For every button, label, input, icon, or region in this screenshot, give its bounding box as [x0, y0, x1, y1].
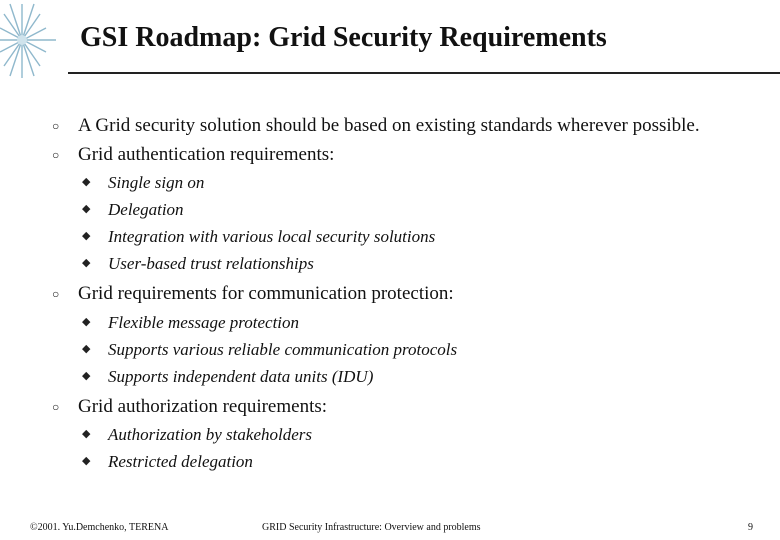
circle-bullet-icon: ○: [52, 400, 60, 414]
circle-bullet-icon: ○: [52, 148, 60, 162]
slide-title: GSI Roadmap: Grid Security Requirements: [80, 22, 607, 53]
footer-copyright: ©2001. Yu.Demchenko, TERENA: [30, 522, 169, 533]
diamond-bullet-icon: ◆: [82, 370, 91, 382]
diamond-bullet-icon: ◆: [82, 230, 91, 242]
title-divider: [68, 72, 780, 74]
diamond-bullet-icon: ◆: [82, 343, 91, 355]
diamond-bullet-icon: ◆: [82, 428, 91, 440]
diamond-bullet-icon: ◆: [82, 176, 91, 188]
diamond-bullet-icon: ◆: [82, 257, 91, 269]
diamond-bullet-icon: ◆: [82, 203, 91, 215]
diamond-bullet-icon: ◆: [82, 455, 91, 467]
starburst-logo-icon: [0, 0, 64, 80]
diamond-bullet-icon: ◆: [82, 316, 91, 328]
circle-bullet-icon: ○: [52, 119, 60, 133]
page-number: 9: [748, 522, 753, 533]
footer-title: GRID Security Infrastructure: Overview and problems: [262, 522, 481, 533]
circle-bullet-icon: ○: [52, 287, 60, 301]
